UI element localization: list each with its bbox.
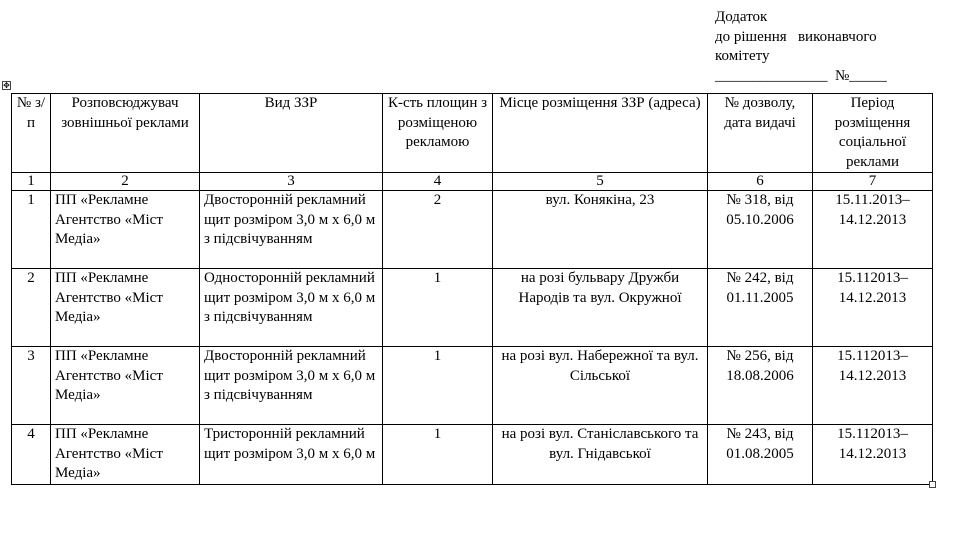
- header-distributor[interactable]: Розповсюджувач зовнішньої реклами: [51, 94, 200, 173]
- cell-count[interactable]: 2: [383, 191, 493, 269]
- column-number[interactable]: 4: [383, 173, 493, 191]
- table-row: [12, 425, 933, 485]
- cell-distributor[interactable]: ПП «Рекламне Агентство «Міст Медіа»: [51, 269, 200, 347]
- addendum-block: [715, 8, 887, 86]
- cell-permit[interactable]: № 256, від 18.08.2006: [708, 347, 813, 425]
- cell-permit[interactable]: № 318, від 05.10.2006: [708, 191, 813, 269]
- table-row: [12, 269, 933, 347]
- cell-location[interactable]: на розі вул. Станіславського та вул. Гнідавської: [493, 425, 708, 485]
- cell-count[interactable]: 1: [383, 269, 493, 347]
- table-header-row: [12, 94, 933, 173]
- header-number[interactable]: № з/п: [12, 94, 51, 173]
- cell-type[interactable]: Тристоронній рекламний щит розміром 3,0 м х 6,0 м: [200, 425, 383, 485]
- addendum-decision-line: до рішення виконавчого: [715, 28, 877, 45]
- column-number[interactable]: 1: [12, 173, 51, 191]
- table-row: [12, 347, 933, 425]
- column-number[interactable]: 7: [813, 173, 933, 191]
- cell-count[interactable]: 1: [383, 425, 493, 485]
- column-number[interactable]: 3: [200, 173, 383, 191]
- cell-period[interactable]: 15.11.2013–14.12.2013: [813, 191, 933, 269]
- addendum-date-number-line: _______________ №_____: [715, 67, 887, 84]
- addendum-title: Додаток: [715, 9, 768, 25]
- cell-type[interactable]: Односторонній рекламний щит розміром 3,0 м х 6,0 м з підсвічуванням: [200, 269, 383, 347]
- column-number[interactable]: 2: [51, 173, 200, 191]
- cell-number[interactable]: 1: [12, 191, 51, 269]
- table-row: [12, 191, 933, 269]
- cell-permit[interactable]: № 242, від 01.11.2005: [708, 269, 813, 347]
- cell-number[interactable]: 2: [12, 269, 51, 347]
- column-number[interactable]: 5: [493, 173, 708, 191]
- addendum-committee-line: комітету: [715, 48, 770, 64]
- advertising-table: [11, 93, 933, 485]
- cell-period[interactable]: 15.112013–14.12.2013: [813, 425, 933, 485]
- cell-location[interactable]: на розі бульвару Дружби Народів та вул. Окружної: [493, 269, 708, 347]
- cell-number[interactable]: 3: [12, 347, 51, 425]
- cell-period[interactable]: 15.112013–14.12.2013: [813, 347, 933, 425]
- cell-permit[interactable]: № 243, від 01.08.2005: [708, 425, 813, 485]
- cell-type[interactable]: Двосторонній рекламний щит розміром 3,0 м х 6,0 м з підсвічуванням: [200, 347, 383, 425]
- cell-distributor[interactable]: ПП «Рекламне Агентство «Міст Медіа»: [51, 347, 200, 425]
- cell-location[interactable]: вул. Конякіна, 23: [493, 191, 708, 269]
- cell-count[interactable]: 1: [383, 347, 493, 425]
- cell-distributor[interactable]: ПП «Рекламне Агентство «Міст Медіа»: [51, 191, 200, 269]
- column-number-row: [12, 173, 933, 191]
- table-move-handle-icon[interactable]: ✥: [3, 81, 10, 90]
- cell-number[interactable]: 4: [12, 425, 51, 485]
- cell-distributor[interactable]: ПП «Рекламне Агентство «Міст Медіа»: [51, 425, 200, 485]
- header-period[interactable]: Період розміщення соціальної реклами: [813, 94, 933, 173]
- header-permit[interactable]: № дозволу, дата видачі: [708, 94, 813, 173]
- cell-type[interactable]: Двосторонній рекламний щит розміром 3,0 м х 6,0 м з підсвічуванням: [200, 191, 383, 269]
- table-resize-handle[interactable]: [929, 481, 936, 488]
- header-count[interactable]: К-сть площин з розміщеною рекламою: [383, 94, 493, 173]
- column-number[interactable]: 6: [708, 173, 813, 191]
- header-location[interactable]: Місце розміщення ЗЗР (адреса): [493, 94, 708, 173]
- cell-location[interactable]: на розі вул. Набережної та вул. Сільської: [493, 347, 708, 425]
- header-type[interactable]: Вид ЗЗР: [200, 94, 383, 173]
- cell-period[interactable]: 15.112013–14.12.2013: [813, 269, 933, 347]
